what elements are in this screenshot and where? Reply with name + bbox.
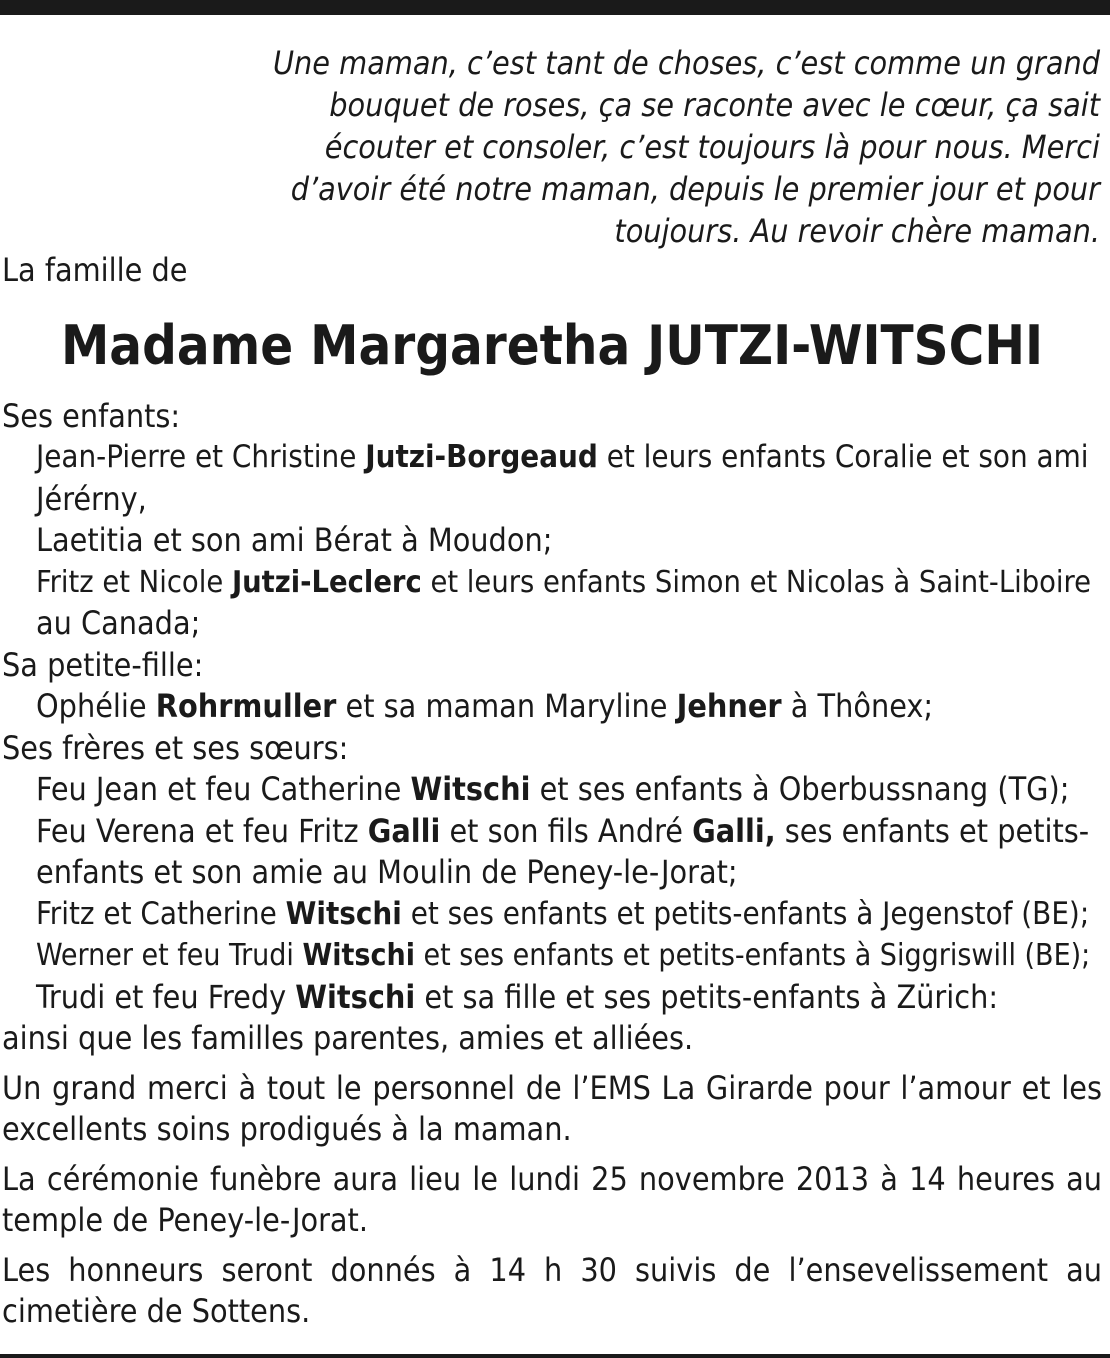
family-line: Fritz et Catherine Witschi et ses enfants et petits-enfants à Jegenstof (BE); [36, 895, 1090, 932]
family-surname: Witschi [410, 770, 531, 808]
family-surname: Galli [367, 811, 441, 850]
deceased-name: Madame Margaretha JUTZI-WITSCHI [60, 313, 1044, 377]
thanks-paragraph: Un grand merci à tout le personnel de l’EMS La Girarde pour l’amour et les excellents soins prodigués à la maman. [2, 1068, 1102, 1148]
family-surname: Jutzi-Borgeaud [365, 439, 598, 475]
family-line: enfants et son amie au Moulin de Peney-le-Jorat; [36, 853, 738, 891]
family-line: Jean-Pierre et Christine Jutzi-Borgeaud et leurs enfants Coralie et son ami [36, 439, 1089, 475]
section-heading: Sa petite-fille: [2, 645, 204, 684]
family-line: Werner et feu Trudi Witschi et ses enfants et petits-enfants à Siggriswill (BE); [36, 938, 1091, 973]
top-border-rule [0, 0, 1110, 15]
relatives-line: ainsi que les familles parentes, amies et alliées. [2, 1019, 694, 1057]
section-heading: Ses frères et ses sœurs: [2, 728, 349, 767]
ceremony-paragraph: La cérémonie funèbre aura lieu le lundi 25 novembre 2013 à 14 heures au temple de Peney-le-Jorat. [2, 1159, 1102, 1239]
family-line: Jérérny, [36, 479, 147, 518]
family-line: Trudi et feu Fredy Witschi et sa fille et ses petits-enfants à Zürich: [36, 977, 999, 1016]
family-surname: Jehner [676, 687, 782, 725]
family-line: Laetitia et son ami Bérat à Moudon; [36, 521, 553, 559]
section-heading: Ses enfants: [2, 396, 181, 435]
family-surname: Witschi [285, 895, 402, 932]
family-line: Fritz et Nicole Jutzi-Leclerc et leurs enfants Simon et Nicolas à Saint-Liboire [36, 564, 1092, 600]
family-surname: Rohrmuller [155, 687, 337, 725]
bottom-border-rule [0, 1354, 1110, 1358]
family-line: Ophélie Rohrmuller et sa maman Maryline Jehner à Thônex; [36, 687, 934, 725]
family-line: au Canada; [36, 604, 201, 642]
obituary-notice [2, 42, 1102, 1333]
family-intro: La famille de [2, 251, 188, 289]
family-line: Feu Verena et feu Fritz Galli et son fils André Galli, ses enfants et petits- [36, 811, 1090, 850]
granddaughter-section [2, 645, 1102, 728]
children-section [2, 396, 1102, 645]
siblings-section [2, 728, 1102, 1019]
family-surname: Jutzi-Leclerc [231, 564, 422, 600]
tribute-poem: Une maman, c’est tant de choses, c’est comme un grand bouquet de roses, ça se raconte avec le cœur, ça sait écouter et consoler, c’est toujours là pour nous. Merci d’avoir été notre maman, depuis le premier jour et pour toujours. Au revoir chère maman. [272, 44, 1100, 250]
family-surname: Witschi [295, 977, 416, 1016]
family-surname: Galli, [692, 811, 776, 850]
family-surname: Witschi [302, 938, 415, 973]
honours-paragraph: Les honneurs seront donnés à 14 h 30 suivis de l’ensevelissement au cimetière de Sottens. [2, 1250, 1102, 1330]
family-line: Feu Jean et feu Catherine Witschi et ses enfants à Oberbussnang (TG); [36, 770, 1070, 808]
